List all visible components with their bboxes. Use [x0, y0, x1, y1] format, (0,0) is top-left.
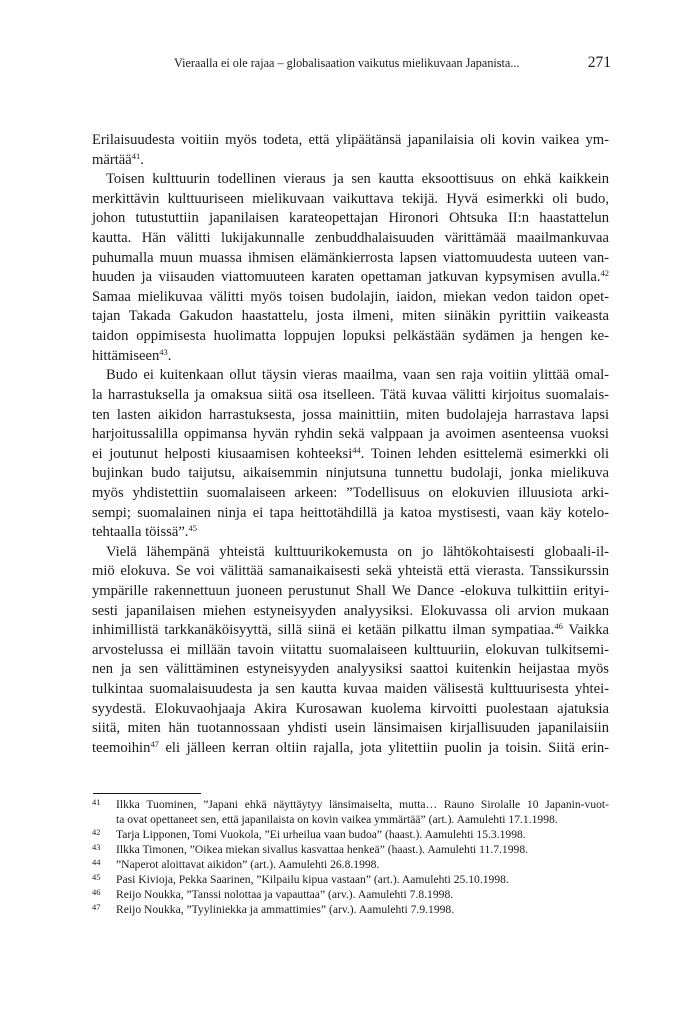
body-text-run: eli jälleen kerran oltiin rajalla, jota ylitettiin puolin ja toisin. Siitä erin- [158, 739, 609, 756]
footnote-number: 44 [92, 857, 101, 867]
footnote-line [116, 812, 609, 827]
body-text-run: teemoihin [92, 739, 151, 756]
body-line [92, 621, 609, 641]
body-text-run: ten lasten aikidon harrastuksesta, jossa mainittiin, miten budolajeja harrastava lapsi [92, 406, 609, 423]
footnote-line [116, 902, 609, 917]
footnote [92, 797, 609, 827]
footnote-number: 41 [92, 797, 101, 807]
footnote-ref: 45 [188, 523, 197, 534]
body-text-run: kautta. Hän välitti lukijakunnalle zenbuddhalaisuuden värittämää maailmankuvaa [92, 230, 609, 247]
body-text-run: Erilaisuudesta voitiin myös todeta, että ylipäätänsä japanilaisia oli kovin vaikea ym- [92, 132, 609, 148]
body-text-run: harjoitussalilla oppimansa hyvän ryhdin sekä valppaan ja avoimen asenteensa vuoksi [92, 426, 609, 443]
body-line [92, 484, 609, 504]
body-line [92, 307, 609, 327]
body-line [92, 680, 609, 700]
footnote-text: Tarja Lipponen, Tomi Vuokola, ”Ei urheilua vaan budoa” (haast.). Aamulehti 15.3.1998. [116, 828, 526, 841]
body-line [92, 268, 609, 288]
body-text-run: Toisen kulttuurin todellinen vieraus ja sen kautta eksoottisuus on ehkä kaikkein [106, 171, 609, 188]
running-head-title: Vieraalla ei ole rajaa – globalisaation vaikutus mielikuvaan Japanista... [174, 56, 520, 70]
body-text-run: siitä, miten hän tuotannossaan yhdisti usein länsimaisen kirjallisuuden japanilaisiin [92, 720, 609, 737]
body-line [92, 582, 609, 602]
body-line [92, 406, 609, 426]
body-text-run: johon tutustuttiin japanilaisen karateopettajan Hironori Ohtsuka II:n haastattelun [92, 210, 609, 227]
body-text-run: märtää [92, 151, 132, 168]
footnote-number: 46 [92, 887, 101, 897]
body-line [92, 523, 609, 543]
footnote-line [116, 857, 609, 872]
body-line [92, 641, 609, 661]
footnote [92, 857, 609, 872]
footnote [92, 887, 609, 902]
body-text-run: tulkintaa suomalaisuudesta ja sen kautta kuvaa maiden välisestä kulttuurisesta yhtei- [92, 681, 609, 698]
footnote-text: Reijo Noukka, ”Tanssi nolottaa ja vapauttaa” (arv.). Aamulehti 7.8.1998. [116, 888, 454, 901]
body-line [92, 131, 609, 151]
footnote-line [116, 842, 609, 857]
footnote-number: 45 [92, 872, 101, 882]
body-text-run: . [167, 347, 172, 364]
footnote-ref: 43 [159, 346, 168, 357]
body-line [92, 660, 609, 680]
footnote [92, 902, 609, 917]
footnote-separator [93, 793, 201, 794]
running-head [96, 52, 616, 74]
body-text-run: ei joutunut helposti kiusaamisen kohteeksi [92, 445, 353, 462]
body-line [92, 386, 609, 406]
footnotes [92, 797, 609, 917]
footnote-ref: 47 [150, 738, 159, 749]
footnote-text: Pasi Kivioja, Pekka Saarinen, ”Kilpailu kipua vastaan” (art.). Aamulehti 25.10.1998. [116, 873, 509, 886]
footnote-line [116, 887, 609, 902]
footnote-ref: 46 [554, 621, 563, 632]
footnote-ref: 44 [352, 444, 361, 455]
body-text-run: ympärille rakennettuun juoneen perustunut Shall We Dance -elokuva tulkittiin erityi- [92, 583, 609, 600]
footnote-line [116, 827, 609, 842]
body-text-run: syydestä. Elokuvaohjaaja Akira Kurosawan kuolema kirvoitti puolestaan ajatuksia [92, 700, 609, 717]
body-text-run: nen ja sen välittäminen estyneisyyden analyysiksi saattoi kuitenkin heijastaa myös [92, 661, 609, 678]
body-text [92, 131, 609, 759]
body-line [92, 170, 609, 190]
body-line [92, 602, 609, 622]
body-line [92, 249, 609, 269]
footnote [92, 842, 609, 857]
body-line [92, 151, 609, 171]
body-text-run: sempi; suomalainen ninja ei tapa heittotähdillä ja katoa mystisesti, vaan käy kotelo- [92, 504, 609, 521]
body-text-run: Vaikka [562, 622, 609, 639]
body-line [92, 327, 609, 347]
footnote-number: 42 [92, 827, 101, 837]
body-text-run: tehtaalla töissä”. [92, 524, 189, 541]
footnote-text: ”Naperot aloittavat aikidon” (art.). Aamulehti 26.8.1998. [116, 858, 380, 871]
footnote-ref: 42 [600, 268, 609, 279]
body-text-run: . [140, 151, 144, 168]
footnote-text: Reijo Noukka, ”Tyyliniekka ja ammattimies” (arv.). Aamulehti 7.9.1998. [116, 903, 455, 916]
body-text-run: sesti japanilaisen miehen estyneisyyden analyysiksi. Elokuvassa oli arvion mukaan [92, 602, 609, 619]
body-line [92, 543, 609, 563]
body-text-run: puhumalla muun muassa ihmisen elämänkierrosta lapsen viattomuudesta uuteen van- [92, 249, 609, 266]
footnote-number: 43 [92, 842, 101, 852]
body-text-run: tajan Takada Gakudon haastattelu, josta ilmeni, miten siinäkin pyrittiin vaikeasta [92, 308, 609, 325]
footnote-text: Ilkka Timonen, ”Oikea miekan sivallus kasvattaa henkeä” (haast.). Aamulehti 11.7.1998. [116, 843, 529, 856]
body-line [92, 739, 609, 759]
footnote-number: 47 [92, 902, 101, 912]
body-line [92, 347, 609, 367]
body-line [92, 719, 609, 739]
body-line [92, 425, 609, 445]
footnote [92, 827, 609, 842]
body-text-run: miö elokuva. Se voi välittää samanaikaisesti sekä yhteistä että vierasta. Tanssikurssin [92, 563, 609, 580]
body-line [92, 562, 609, 582]
footnote [92, 872, 609, 887]
body-text-run: inhimillistä tarkkanäköisyyttä, sillä siinä ei ketään pilkattu ilman sympatiaa. [92, 622, 555, 639]
body-line [92, 288, 609, 308]
body-text-run: la harrastuksella ja omaksua siitä osa itselleen. Tätä kuvaa välitti kirjoitus suomalais- [92, 386, 609, 403]
body-text-run: huuden ja viisauden viattomuuteen karaten opettaman jatkuvan kypsymisen avulla. [92, 269, 601, 286]
body-text-run: merkittävin kulttuuriseen mielikuvaan vaikuttava tekijä. Hyvä esimerkki oli budo, [92, 190, 609, 207]
body-line [92, 464, 609, 484]
body-line [92, 209, 609, 229]
footnote-text: ta ovat opettaneet sen, että japanilaista on kovin vaikea ymmärtää” (art.). Aamulehti 17.1.1998. [116, 813, 558, 826]
body-line [92, 445, 609, 465]
body-text-run: . Toinen lehden esittelemä esimerkki oli [360, 445, 609, 462]
body-text-run: arvostelussa ei millään tavoin viitattu suomalaiseen kulttuuriin, elokuvan tulkitsemi- [92, 641, 609, 658]
footnote-text: Ilkka Tuominen, ”Japani ehkä näyttäytyy länsimaiselta, mutta… Rauno Sirolalle 10 Japanin-vuot- [116, 798, 609, 811]
body-line [92, 504, 609, 524]
footnote-line [116, 797, 609, 812]
body-line [92, 190, 609, 210]
body-text-run: bujinkan budo taijutsu, aikaisemmin ninjutsuna tunnettu budolaji, jonka mielikuva [92, 465, 609, 482]
footnote-ref: 41 [131, 150, 141, 161]
body-text-run: Samaa mielikuvaa välitti myös toisen budolajin, iaidon, miekan vedon taidon opet- [92, 288, 609, 305]
body-text-run: myös yhdistettiin suomalaiseen arkeen: ”Todellisuus on elokuvien illuusiota arki- [92, 484, 609, 501]
body-text-run: Vielä lähempänä yhteistä kulttuurikokemusta on jo lähtökohtaisesti globaali-il- [106, 543, 609, 560]
body-line [92, 366, 609, 386]
footnote-line [116, 872, 609, 887]
body-line [92, 229, 609, 249]
body-text-run: hittämiseen [92, 347, 160, 364]
body-text-run: Budo ei kuitenkaan ollut täysin vieras maailma, vaan sen raja voitiin ylittää omal- [106, 367, 609, 384]
page-number: 271 [587, 54, 611, 71]
body-line [92, 700, 609, 720]
body-text-run: taidon oppimisesta huolimatta loppujen lopuksi pelkästään sydämen ja hengen ke- [92, 328, 609, 345]
